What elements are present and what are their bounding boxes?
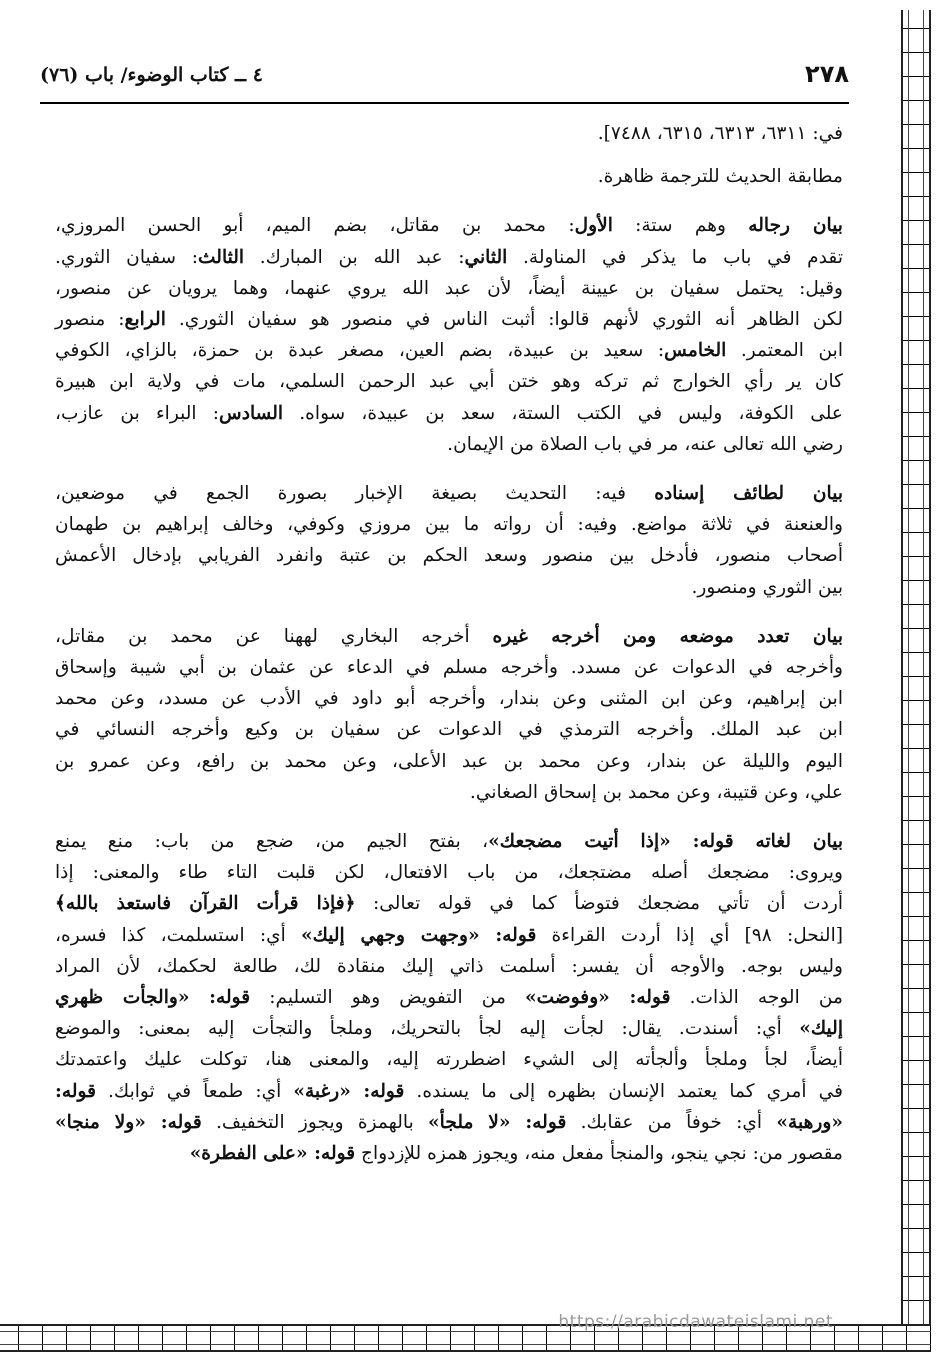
text-run: أي: استسلمت، كذا فسره، — [55, 924, 301, 946]
text-run: فيه: التحديث بصيغة الإخبار بصورة الجمع في موضعين، — [55, 483, 655, 505]
text-line — [55, 888, 843, 919]
bold-term: قوله: «لا ملجأ» — [428, 1111, 567, 1133]
bold-term: بيان لطائف إسناده — [654, 483, 843, 505]
bold-term: ﴿فإذا قرأت القرآن فاستعذ بالله﴾ — [55, 893, 356, 915]
text-line — [55, 540, 843, 571]
text-line — [55, 1044, 843, 1075]
bold-term: قوله: «رغبة» — [293, 1080, 405, 1102]
text-run: : منصور — [55, 309, 125, 331]
text-run: : البراء بن عازب، — [55, 402, 219, 424]
text-run: : سفيان الثوري. — [55, 246, 199, 268]
text-run: وقيل: يحتمل سفيان بن عيينة أيضاً، لأن عبد الله يروي عنهما، وهما يرويان عن منصور، — [55, 277, 843, 299]
text-line — [55, 210, 843, 241]
page-header — [40, 58, 849, 104]
text-run: مقصور من: نجي ينجو، والمنجأ مفعل منه، ويجوز همزه للإزدواج — [355, 1143, 843, 1165]
text-line — [55, 478, 843, 509]
text-line — [55, 304, 843, 335]
bold-term: بيان رجاله — [748, 215, 843, 237]
paragraph — [55, 478, 843, 603]
text-run: : محمد بن مقاتل، بضم الميم، أبو الحسن المروزي، — [55, 215, 575, 237]
text-run: في أمري كما يعتمد الإنسان بظهره إلى ما يسنده. — [404, 1080, 843, 1102]
text-run: أصحاب منصور، فأدخل بين منصور وسعد الحكم بن عتبة وانفرد الفريابي بإدخال الأعمش — [55, 545, 843, 567]
text-run: أي: طمعاً في ثوابك. — [96, 1080, 294, 1102]
text-run: أيضاً، لجأ وملجأ وألجأته إلى الشيء اضطررته إليه، والمعنى هنا، توكلت عليك واعتمدتك — [55, 1049, 843, 1071]
page-left-edge — [0, 0, 6, 1358]
text-run: أي: خوفاً من عقابك. — [566, 1111, 777, 1133]
paragraph-gap — [55, 149, 843, 161]
text-run: رضي الله تعالى عنه، مر في باب الصلاة من الإيمان. — [447, 433, 843, 455]
text-run: أي: أسندت. يقال: لجأت إليه لجأ بالتحريك، وملجأ والتجأت إليه بمعنى: والموضع — [55, 1018, 800, 1040]
page-number: ٢٧٨ — [805, 60, 849, 88]
text-line — [55, 982, 843, 1013]
text-run: والعنعنة في ثلاثة مواضع. وفيه: أن رواته ما بين مروزي وكوفي، وخالف إبراهيم بن طهمان — [55, 514, 843, 536]
text-line — [55, 746, 843, 777]
text-line — [55, 429, 843, 460]
bold-term: إليك» — [799, 1018, 843, 1040]
text-line — [55, 920, 843, 951]
bold-term: الثالث — [198, 246, 245, 268]
bold-term: بيان تعدد موضعه ومن أخرجه غيره — [492, 625, 843, 647]
text-line — [55, 826, 843, 857]
text-run: ويروى: مضجعك أصله مضتجعك، من باب الافتعال، لكن قلبت التاء طاء والمعنى: إذا — [55, 862, 843, 884]
text-line — [55, 242, 843, 273]
bold-term: قوله: «على الفطرة» — [189, 1143, 356, 1165]
text-line — [55, 118, 843, 149]
text-run: وأخرجه في الدعوات عن مسدد. وأخرجه مسلم في الدعاء عن عثمان بن أبي شيبة وإسحاق — [55, 657, 843, 679]
text-run: على الكوفة، وليس في الكتب الستة، سعد بن عبيدة، سواه. — [283, 402, 843, 424]
bold-term: قوله: — [55, 1080, 96, 1102]
text-run: أردت أن تأتي مضجعك فتوضأ كما في قوله تعالى: — [355, 893, 843, 915]
text-run: : عبد الله بن المبارك. — [244, 246, 465, 268]
paragraph-gap — [55, 603, 843, 621]
ornamental-border-right — [901, 10, 931, 1330]
bold-term: قوله: «والجأت ظهري — [55, 987, 251, 1009]
bold-term: «ورهبة» — [776, 1111, 843, 1133]
bold-term: الأول — [574, 215, 613, 237]
text-line — [55, 398, 843, 429]
text-run: بين الثوري ومنصور. — [691, 576, 843, 598]
paragraph-gap — [55, 808, 843, 826]
paragraph-gap — [55, 192, 843, 210]
text-run: في: ٦٣١١، ٦٣١٣، ٦٣١٥، ٧٤٨٨]. — [597, 123, 843, 144]
text-run: كان ير رأي الخوارج ثم تركه وهو ختن أبي عبد الرحمن السلمي، مات في ولاية ابن هبيرة — [55, 371, 843, 393]
watermark-url: https://arabicdawateislami.net — [558, 1312, 833, 1332]
text-line — [55, 714, 843, 745]
bold-term: السادس — [219, 402, 284, 424]
paragraph — [55, 210, 843, 460]
paragraph — [55, 826, 843, 1169]
text-run: مطابقة الحديث للترجمة ظاهرة. — [597, 166, 843, 188]
bold-term: الرابع — [124, 309, 166, 331]
text-line — [55, 509, 843, 540]
text-line — [55, 1013, 843, 1044]
text-run: وليس بوجه. والأوجه أن يفسر: أسلمت ذاتي إليك منقادة لك، طالعة لحكمك، لأن المراد — [55, 955, 843, 977]
text-line — [55, 161, 843, 192]
bold-term: بيان لغاته قوله: «إذا أتيت مضجعك» — [488, 831, 843, 853]
text-line — [55, 951, 843, 982]
bold-term: قوله: «وفوضت» — [525, 987, 671, 1009]
text-line — [55, 1107, 843, 1138]
text-line — [55, 1138, 843, 1169]
text-run: من الوجه الذات. — [670, 987, 843, 1009]
text-run: ابن عبد الملك. وأخرجه الترمذي في الدعوات عن سفيان بن وكيع وأخرجه النسائي في — [55, 719, 843, 741]
paragraph-gap — [55, 460, 843, 478]
text-line — [55, 621, 843, 652]
text-run: : سعيد بن عبيدة، بضم العين، مصغر عبدة بن حمزة، بالزاي، الكوفي — [55, 340, 665, 362]
text-run: لكن الظاهر أنه الثوري لأنهم قالوا: أثبت الناس في منصور هو سفيان الثوري. — [165, 309, 843, 331]
text-line — [55, 366, 843, 397]
text-run: اليوم والليلة عن بندار، وعن محمد بن عبد الأعلى، وعن محمد بن رافع، وعن عمرو بن — [55, 750, 844, 772]
text-line — [55, 1076, 843, 1107]
text-line — [55, 857, 843, 888]
text-run: علي، وعن قتيبة، وعن محمد بن إسحاق الصغاني. — [469, 781, 843, 803]
text-line — [55, 335, 843, 366]
paragraph — [55, 161, 843, 192]
text-line — [55, 777, 843, 808]
text-run: تقدم في باب ما يذكر في المناولة. — [507, 246, 843, 268]
text-run: وهم ستة: — [612, 215, 749, 237]
bold-term: قوله: «ولا منجا» — [55, 1111, 202, 1133]
paragraph — [55, 621, 843, 808]
bold-term: الخامس — [664, 340, 727, 362]
text-line — [55, 683, 843, 714]
text-run: من التفويض وهو التسليم: — [250, 987, 526, 1009]
text-run: ، بفتح الجيم من، ضجع من باب: منع يمنع — [55, 831, 489, 853]
body-text — [55, 118, 843, 1169]
text-line — [55, 652, 843, 683]
text-line — [55, 572, 843, 603]
text-run: ابن إبراهيم، وعن ابن المثنى وعن بندار، وأخرجه أبو داود في الأدب عن مسدد، وعن محمد — [55, 688, 843, 710]
text-line — [55, 273, 843, 304]
text-run: [النحل: ٩٨] أي إذا أردت القراءة — [536, 924, 843, 946]
text-run: أخرجه البخاري لههنا عن محمد بن مقاتل، — [55, 625, 493, 647]
text-run: بالهمزة ويجوز التخفيف. — [201, 1111, 429, 1133]
running-head: ٤ ــ كتاب الوضوء/ باب (٧٦) — [40, 64, 263, 86]
paragraph — [55, 118, 843, 149]
bold-term: قوله: «وجهت وجهي إليك» — [300, 924, 537, 946]
bold-term: الثاني — [464, 246, 508, 268]
text-run: ابن المعتمر. — [726, 340, 843, 362]
